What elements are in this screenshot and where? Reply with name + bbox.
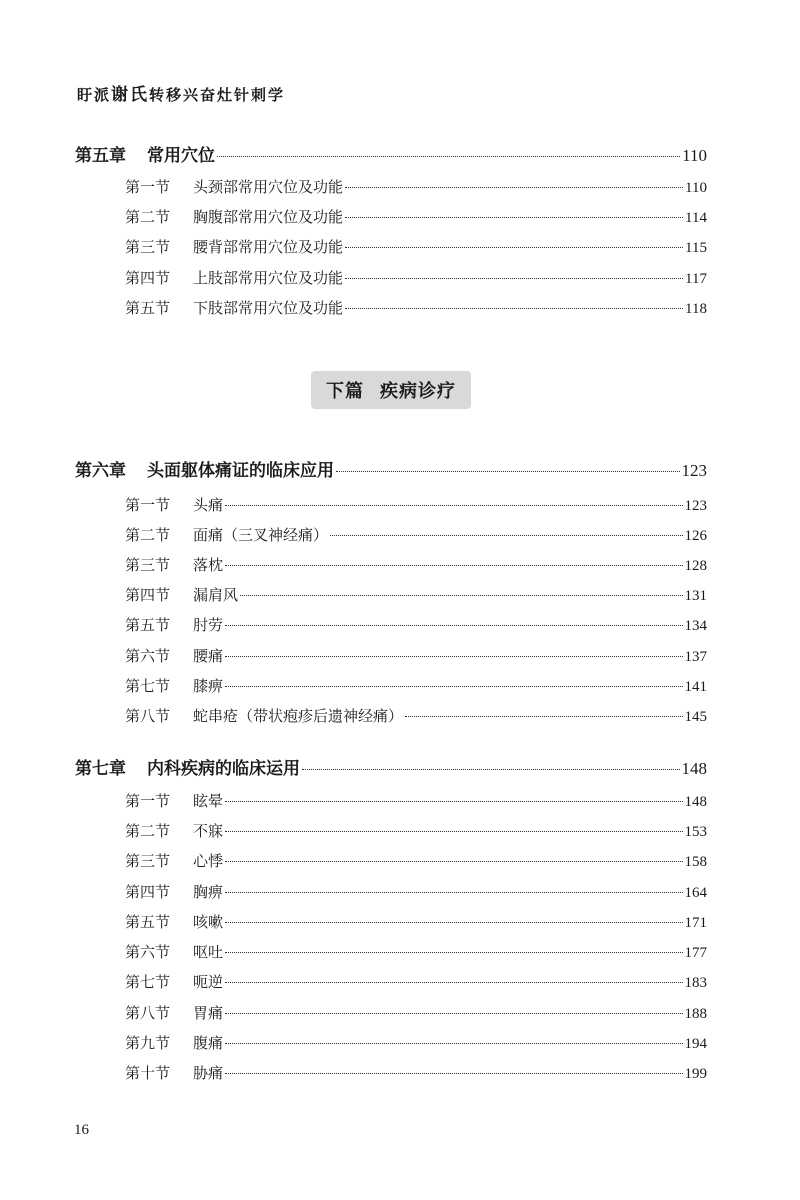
page-number: 128 — [684, 558, 707, 574]
dot-leader — [225, 982, 682, 983]
page-number: 164 — [684, 885, 707, 901]
dot-leader — [225, 1013, 682, 1014]
toc-section[interactable] — [75, 881, 707, 902]
toc-section[interactable] — [75, 524, 707, 545]
section-number: 第一节 — [125, 178, 171, 196]
page-number: 194 — [684, 1036, 707, 1052]
page-number: 123 — [681, 461, 707, 480]
section-title: 蛇串疮（带状疱疹后遗神经痛） — [193, 707, 404, 725]
section-title: 呕吐 — [193, 943, 224, 961]
page-number: 137 — [684, 649, 707, 665]
toc-chapter-5[interactable] — [75, 141, 707, 166]
page-number: 199 — [684, 1066, 707, 1082]
dot-leader — [225, 922, 682, 923]
chapter-title: 内科疾病的临床运用 — [147, 759, 300, 779]
section-number: 第四节 — [125, 269, 171, 287]
page-number: 171 — [684, 915, 707, 931]
dot-leader — [217, 156, 680, 157]
toc-section[interactable] — [75, 1062, 707, 1083]
dot-leader — [225, 1043, 682, 1044]
section-title: 面痛（三叉神经痛） — [193, 526, 329, 544]
section-title: 不寐 — [193, 822, 224, 840]
toc-chapter-6[interactable] — [75, 456, 707, 481]
dot-leader — [345, 278, 683, 279]
page-number: 126 — [684, 528, 707, 544]
toc-section[interactable] — [75, 297, 707, 318]
toc-section[interactable] — [75, 1002, 707, 1023]
toc-section[interactable] — [75, 614, 707, 635]
dot-leader — [225, 892, 682, 893]
toc-section[interactable] — [75, 675, 707, 696]
running-head-prefix: 盱派 — [77, 86, 112, 104]
dot-leader — [240, 595, 682, 596]
chapter-number: 第七章 — [75, 759, 126, 779]
section-title: 胁痛 — [193, 1064, 224, 1082]
section-number: 第三节 — [125, 556, 171, 574]
toc-section[interactable] — [75, 554, 707, 575]
section-title: 头痛 — [193, 496, 224, 514]
section-number: 第八节 — [125, 707, 171, 725]
toc-section[interactable] — [75, 206, 707, 227]
section-title: 呃逆 — [193, 973, 224, 991]
section-number: 第五节 — [125, 616, 171, 634]
running-head-emphasis: 谢氏 — [111, 85, 150, 105]
section-number: 第五节 — [125, 913, 171, 931]
dot-leader — [225, 952, 682, 953]
chapter-number: 第五章 — [75, 146, 126, 166]
section-number: 第六节 — [125, 647, 171, 665]
section-number: 第一节 — [125, 792, 171, 810]
dot-leader — [225, 656, 682, 657]
page-number: 177 — [684, 945, 707, 961]
page-number: 188 — [684, 1006, 707, 1022]
section-title: 头颈部常用穴位及功能 — [193, 178, 344, 196]
section-title: 眩晕 — [193, 792, 224, 810]
section-number: 第九节 — [125, 1034, 171, 1052]
section-number: 第七节 — [125, 677, 171, 695]
section-title: 胃痛 — [193, 1004, 224, 1022]
running-head-suffix: 转移兴奋灶针刺学 — [149, 86, 286, 104]
section-number: 第二节 — [125, 208, 171, 226]
section-number: 第三节 — [125, 238, 171, 256]
section-title: 腰背部常用穴位及功能 — [193, 238, 344, 256]
toc-section[interactable] — [75, 494, 707, 515]
toc-section[interactable] — [75, 790, 707, 811]
part-title: 疾病诊疗 — [380, 381, 456, 402]
chapter-number: 第六章 — [75, 461, 126, 481]
section-number: 第二节 — [125, 822, 171, 840]
page-number: 117 — [685, 271, 707, 287]
dot-leader — [225, 565, 682, 566]
page-number: 131 — [684, 588, 707, 604]
page-number: 148 — [684, 794, 707, 810]
section-number: 第一节 — [125, 496, 171, 514]
section-number: 第六节 — [125, 943, 171, 961]
dot-leader — [345, 187, 683, 188]
section-number: 第十节 — [125, 1064, 171, 1082]
page-folio: 16 — [74, 1122, 89, 1138]
page-number: 183 — [684, 975, 707, 991]
toc-section[interactable] — [75, 645, 707, 666]
page-number: 123 — [684, 498, 707, 514]
toc-section[interactable] — [75, 584, 707, 605]
dot-leader — [302, 769, 680, 770]
dot-leader — [225, 686, 682, 687]
chapter-title: 常用穴位 — [147, 146, 215, 166]
page-number: 110 — [682, 146, 707, 165]
section-title: 腰痛 — [193, 647, 224, 665]
section-title: 咳嗽 — [193, 913, 224, 931]
dot-leader — [330, 535, 682, 536]
part-banner[interactable] — [311, 371, 471, 409]
section-title: 心悸 — [193, 852, 224, 870]
dot-leader — [345, 247, 683, 248]
toc-section[interactable] — [75, 911, 707, 932]
page-number: 115 — [685, 240, 707, 256]
toc-section[interactable] — [75, 236, 707, 257]
toc-chapter-7[interactable] — [75, 754, 707, 779]
page-number: 148 — [681, 759, 707, 778]
page-number: 118 — [685, 301, 707, 317]
section-number: 第三节 — [125, 852, 171, 870]
dot-leader — [225, 831, 682, 832]
section-title: 漏肩风 — [193, 586, 239, 604]
dot-leader — [225, 505, 682, 506]
page-number: 114 — [685, 210, 707, 226]
section-number: 第二节 — [125, 526, 171, 544]
section-title: 腹痛 — [193, 1034, 224, 1052]
chapter-title: 头面躯体痛证的临床应用 — [147, 461, 334, 481]
toc-section[interactable] — [75, 1032, 707, 1053]
section-title: 胸痹 — [193, 883, 224, 901]
dot-leader — [405, 716, 682, 717]
section-title: 胸腹部常用穴位及功能 — [193, 208, 344, 226]
section-title: 下肢部常用穴位及功能 — [193, 299, 344, 317]
dot-leader — [345, 308, 683, 309]
dot-leader — [345, 217, 683, 218]
section-number: 第七节 — [125, 973, 171, 991]
dot-leader — [225, 1073, 682, 1074]
page-number: 153 — [684, 824, 707, 840]
section-number: 第四节 — [125, 586, 171, 604]
section-number: 第八节 — [125, 1004, 171, 1022]
section-title: 肘劳 — [193, 616, 224, 634]
page-number: 110 — [685, 180, 707, 196]
running-head — [77, 80, 285, 105]
toc-section[interactable] — [75, 971, 707, 992]
section-title: 膝痹 — [193, 677, 224, 695]
toc-section[interactable] — [75, 820, 707, 841]
toc-section[interactable] — [75, 705, 707, 726]
page-number: 134 — [684, 618, 707, 634]
page-number: 158 — [684, 854, 707, 870]
toc-section[interactable] — [75, 176, 707, 197]
dot-leader — [225, 625, 682, 626]
part-number: 下篇 — [326, 381, 364, 402]
toc-section[interactable] — [75, 267, 707, 288]
dot-leader — [225, 861, 682, 862]
dot-leader — [225, 801, 682, 802]
page-number: 145 — [684, 709, 707, 725]
section-title: 落枕 — [193, 556, 224, 574]
section-title: 上肢部常用穴位及功能 — [193, 269, 344, 287]
dot-leader — [336, 471, 680, 472]
section-number: 第五节 — [125, 299, 171, 317]
toc-section[interactable] — [75, 941, 707, 962]
page-number: 141 — [684, 679, 707, 695]
section-number: 第四节 — [125, 883, 171, 901]
toc-section[interactable] — [75, 850, 707, 871]
